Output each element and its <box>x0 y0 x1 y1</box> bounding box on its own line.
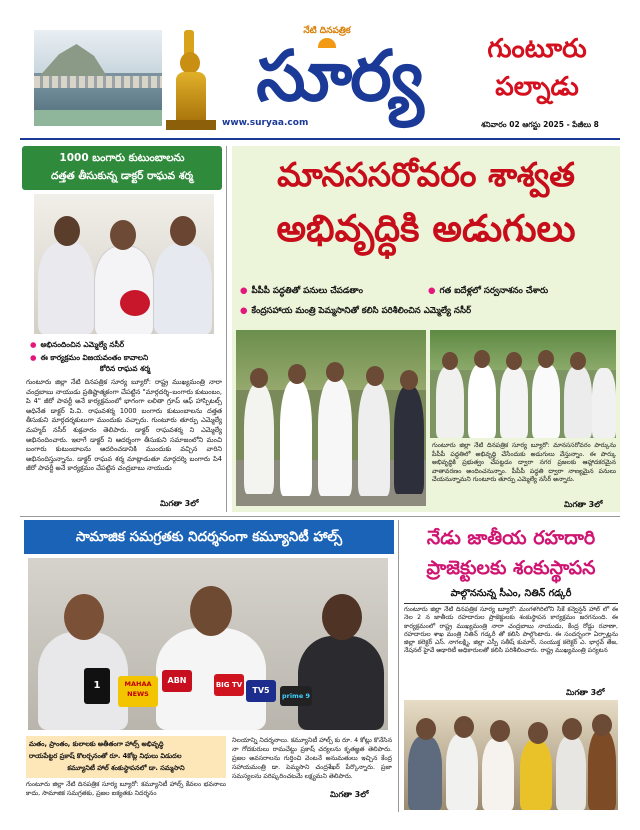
bullet-text: కేంద్రసహాయ మంత్రి పెమ్మసానితో కలిసి పరిశీలించిన ఎమ్మెల్యే నసీర్ <box>251 306 472 316</box>
main-story-caption: గుంటూరు జిల్లా నేటి దినపత్రిక సూర్య బ్యూరో: మానససరోవరం పార్కును పీపీపీ పద్ధతిలో అభివృద్ధి చేసేందుకు అడుగులు వేస్తున్నాం. ఈ పార్కు అభివృద్ధికి ప్రభుత్వం చేపట్టడం ద్వారా నగర ప్రజలకు ఆహ్లాదకరమైన వాతావరణం అందించనున్నాం. పీపీపీ పద్ధతి ద్వారా నాణ్యమైన పనులు చేయనున్నామని గుంటూరు తూర్పు ఎమ్మెల్యే నసీర్ అన్నారు. <box>432 442 616 484</box>
bottom-right-subhead: పాల్గొననున్న సీఎం, నితిన్ గడ్కరీ <box>404 588 618 604</box>
left-headline-line1: 1000 బంగారు కుటుంబాలను <box>59 152 185 164</box>
left-headline-line2: దత్తత తీసుకున్న డాక్టర్ రాఘవ శర్మ <box>50 170 194 182</box>
bottom-right-body: గుంటూరు జిల్లా నేటి దినపత్రిక సూర్య బ్యూరో: మంగళగిరిలోని సీకే కన్వెన్షన్ హాల్ లో ఈ నెల 2 న జాతీయ రహదారుల ప్రాజెక్టులకు శంకుస్థాపన కార్యక్రమం జరగనుంది. ఈ కార్యక్రమంలో రాష్ట్ర ముఖ్యమంత్రి నారా చంద్రబాబు నాయుడు, కేంద్ర రోడ్డు రవాణా, రహదారుల శాఖ మంత్రి నితిన్ గడ్కరీ తో కలిసి పాల్గొంటారు. ఈ సందర్భంగా ఏర్పాట్లను జిల్లా కలెక్టర్ ఎస్. నాగలక్ష్మి, జిల్లా ఎస్పీ సతీష్ కుమార్, సంయుక్త కలెక్టర్ ఎ. భార్గవ్ తేజ, నేషనల్ హైవే అథారిటీ అధికారులతో కలిసి పరిశీలించారు. రాష్ట్ర ముఖ్యమంత్రి పర్యటన <box>404 606 618 655</box>
mic-prime9: prime 9 <box>280 686 312 706</box>
main-headline-line1: మానససరోవరం శాశ్వత <box>277 155 575 194</box>
bullet-dot-icon <box>240 306 252 316</box>
bottom-right-headline-line2: ప్రాజెక్టులకు శంకుస్థాపన <box>426 557 596 579</box>
left-story-bullet-1 <box>30 340 220 351</box>
main-story-continued: మిగతా 3లో <box>564 500 603 509</box>
bottom-left-body-col1: గుంటూరు జిల్లా నేటి దినపత్రిక సూర్య బ్యూరో: కమ్యూనిటీ హాల్స్ కేవలం భవనాలు కాదు, సామాజిక సమగ్రతకు, ప్రజల ఐక్యతకు నిదర్శనం <box>26 781 226 797</box>
bottom-right-headline-line1: నేడు జాతీయ రహదారి <box>426 527 596 549</box>
column-divider <box>226 146 227 512</box>
mic-mahaa-news: MAHAA NEWS <box>118 676 158 707</box>
main-photo-inspection <box>430 330 616 438</box>
bullet-text: పీపీపీ పద్ధతితో పనులు చేపడతాం <box>251 286 363 296</box>
main-bullet-1 <box>240 286 428 298</box>
left-story-body: గుంటూరు జిల్లా నేటి దినపత్రిక సూర్య బ్యూరో: రాష్ట్ర ముఖ్యమంత్రి నారా చంద్రబాబు నాయుడు ప్రతిష్టాత్మకంగా చేపట్టిన "మార్గదర్శి–బంగారు కుటుంబం, పి 4" జీరో పావర్టీ అనే కార్యక్రమంలో భాగంగా లలితా గ్రూప్ ఆఫ్ హాస్పిటల్స్ అధినేత డాక్టర్ పి.వి. రాఘవశర్మ 1000 బంగారు కుటుంబాలను దత్తత తీసుకుని మార్గదర్శకులుగా ముందుకు వచ్చారు. గుంటూరు తూర్పు ఎమ్మెల్యే మహ్మద్ నసీర్ శుక్రవారం తెలిపారు. డాక్టర్ రాఘవశర్మ ని ఎమ్మెల్యే అభినందించారు. ఇలాగే డాక్టర్ ని ఆదర్శంగా తీసుకుని సమాజంలోని మంచి బంగారు కుటుంబాలను ఆదరించడానికి ముందుకు వచ్చిన వారిని అభినందిస్తున్నాను. డాక్టర్ రాఘవ శర్మ మాట్లాడుతూ మార్గదర్శి బంగారు పి4 జీరో పావర్టీ అనే కార్యక్రమం చేపట్టిన చంద్రబాబు నాయుడు <box>26 378 222 473</box>
main-bullet-3 <box>240 306 616 318</box>
mic-abn: ABN <box>162 670 192 692</box>
left-story-photo <box>34 194 214 334</box>
main-photo-group-walk <box>236 330 426 506</box>
left-story-bullet-2 <box>30 353 220 364</box>
summary-line-3: కమ్యూనిటీ హాల్ శంకుస్థాపనలో డా. సమ్మసాని <box>67 764 185 772</box>
summary-line-1: మతం, ప్రాంతం, కులాలకు అతీతంగా హాల్స్ అభివృద్ధి <box>29 740 164 748</box>
dateline: శనివారం 02 ఆగస్టు 2025 - పేజీలు 8 <box>481 120 599 129</box>
logo-tagline: నేటి దినపత్రిక <box>303 26 351 36</box>
mic-big-tv: BIG TV <box>214 674 244 696</box>
bullet-dot-icon <box>30 340 40 349</box>
region-name-line2: పల్నాడు <box>495 72 579 102</box>
left-story-subhead: కోరిన రాఘవ శర్మ <box>99 364 151 373</box>
left-story-headline <box>22 146 222 190</box>
bottom-left-continued: మిగతా 3లో <box>330 790 369 799</box>
bottom-left-summary <box>26 736 226 778</box>
bullet-dot-icon <box>30 353 40 362</box>
bottom-left-headline: సామాజిక సమగ్రతకు నిదర్శనంగా కమ్యూనిటీ హాల్స్ <box>24 520 394 554</box>
summary-line-2: రాయపేట్టర ప్రకాష్ కొలర్చనంతో రూ. 4కోట్ల నిధులు విడుదల <box>29 752 182 760</box>
bottom-right-continued: మిగతా 3లో <box>566 688 605 697</box>
bullet-text: ఈ కార్యక్రమం విజయవంతం కావాలని <box>40 353 149 362</box>
bullet-text: అభినందించిన ఎమ్మెల్యే నసీర్ <box>40 340 125 349</box>
main-headline-line2: అభివృద్ధికి అడుగులు <box>276 207 576 250</box>
bottom-column-divider <box>398 520 399 812</box>
bullet-text: గత ఐదేళ్లలో సర్వనాశనం చేశారు <box>439 286 549 296</box>
mic-tv5: TV5 <box>246 680 276 702</box>
bullet-dot-icon <box>428 286 440 296</box>
bottom-left-body-col2: నిలయాన్ని నిదర్శనాలు. కమ్యూనిటీ హాల్స్ కు రూ. 4 కోట్లు కొనేసిన నా గోదకురులు రామచేట్టు ప్రకాష్ చర్యలను కృతజ్ఞత తెలిపారు. ప్రజల అవసరాలను గుర్తించి వెంటనే అనుమతులు ఇచ్చిన కేంద్ర సహాయమంత్రి డా. పెమ్మసాని చంద్రశేఖర్ పేర్కొన్నారు. ప్రజా సమస్యలను పరిష్కరించటమే లక్ష్యమని తెలిపారు. <box>232 737 392 780</box>
mic-1: 1 <box>84 668 110 704</box>
website-url: www.suryaa.com <box>222 118 309 128</box>
masthead-divider <box>20 138 620 140</box>
statue-figure <box>166 30 216 130</box>
masthead-photo-dam <box>34 30 162 126</box>
region-name-line1: గుంటూరు <box>487 34 587 64</box>
bottom-left-press-photo <box>28 558 388 730</box>
section-divider <box>20 516 620 517</box>
logo-wordmark: సూర్య <box>256 35 422 117</box>
main-bullet-2 <box>428 286 618 298</box>
left-story-continued: మిగతా 3లో <box>160 499 199 508</box>
bullet-dot-icon <box>240 286 252 296</box>
bottom-right-photo <box>404 700 618 810</box>
